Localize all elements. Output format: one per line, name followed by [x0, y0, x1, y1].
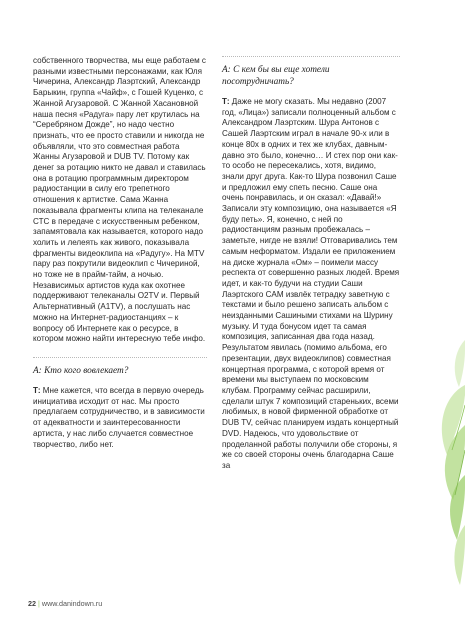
left-paragraph: собственного творчества, мы еще работаем с разными известными персонажами, как Юля Чичерина, Александр Лаэртский, Александр Барыкин, группа «Чайф», с Гошей Куценко, с Жанной Агузаровой. С Жанной Хасановной наша песня «Радуга» пару лет крутилась на “Серебряном Дожде”, но надо честно признать, что ее просто ставили и никогда не объявляли, что это совместная работа Жанны Агузаровой и DUB TV. Потому как денег за ротацию никто не давал и ставилась она в ротацию программным директором радиостанции в силу его трепетного отношения к артистке. Сама Жанна показывала фрагменты клипа на телеканале СТС в передаче с искусственным ребенком, запамятовала как называется, которого надо холить и лелеять как живого, показывала фрагменты видеоклипа на «Радугу». На MTV пару раз покрутили видеоклип с Чичериной, но тоже не в прайм-тайм, а ночью. Независимых артистов куда как охотнее поддерживают телеканалы O2TV и. Первый Альтернативный (A1TV), а послушать нас можно на Интернет-радиостанциях – к вопросу об Интернете как о ресурсе, в котором можно найти интересную тебе инфо.: [33, 56, 206, 344]
website-url: www.danindown.ru: [41, 599, 103, 608]
left-column: [33, 56, 207, 450]
answer-speaker-label: Т:: [33, 385, 41, 395]
right-column: [222, 56, 400, 472]
question-collaborate: А: С кем бы вы еще хотели посотрудничать?: [222, 56, 400, 88]
answer-collaborate: [222, 97, 400, 472]
answer-text: Мне кажется, что всегда в первую очередь инициатива исходит от нас. Мы просто предлагаем сотрудничество, и в зависимости от адекватности и заинтересованности артиста, у нас либо случается совместное творчество, либо нет.: [33, 385, 205, 449]
answer-who-involves: [33, 386, 207, 450]
leaf-shapes: [442, 340, 465, 585]
leaf-decoration-icon: [405, 95, 465, 620]
footer-separator: |: [38, 599, 40, 608]
page-number: 22: [28, 599, 36, 608]
answer-text: Даже не могу сказать. Мы недавно (2007 год, «Лица») записали полноценный альбом с Александром Лаэртским. Шура Антонов с Сашей Лаэртским играл в начале 90-х или в конце 80х в одних и тех же клубах, давным-давно это было, конечно… И стех пор они как-то особо не пересекались, хотя, видимо, знали друг друга. Как-то Шура позвонил Саше и предложил ему спеть песню. Саше она очень понравилась, и он сказал: «Давай!» Записали эту композицию, она называется «Я буду петь». Я, конечно, с ней по радиостанциям разным пробежалась – заметьте, нигде не взяли! Отговаривались тем самым неформатом. Издали ее приложением на диске журнала «Ом» – поимели массу респекта от совершенно разных людей. Время идет, и как-то будучи на студии Саши Лаэртского CAM извлёк тетрадку заветную с текстами и было решено записать альбом с неизданными Сашиными стихами на Шурину музыку. И туда бонусом идет та самая композиция, записанная два года назад. Результатом явилась (помимо альбома, его презентации, двух видеоклипов) совместная концертная программа, с которой время от времени мы выступаем по московским клубам. Программу сейчас расширили, сделали штук 7 композиций стареньких, всеми любимых, в новой фирменной обработке от DUB TV, сейчас планируем издать концертный DVD. Надеюсь, что удовольствие от проделанной работы получили обе стороны, я же со своей стороны очень благодарна Саше за: [222, 97, 400, 470]
page-footer: [28, 599, 102, 608]
question-who-involves: А: Кто кого вовлекает?: [33, 357, 207, 377]
answer-speaker-label: Т:: [222, 97, 230, 106]
